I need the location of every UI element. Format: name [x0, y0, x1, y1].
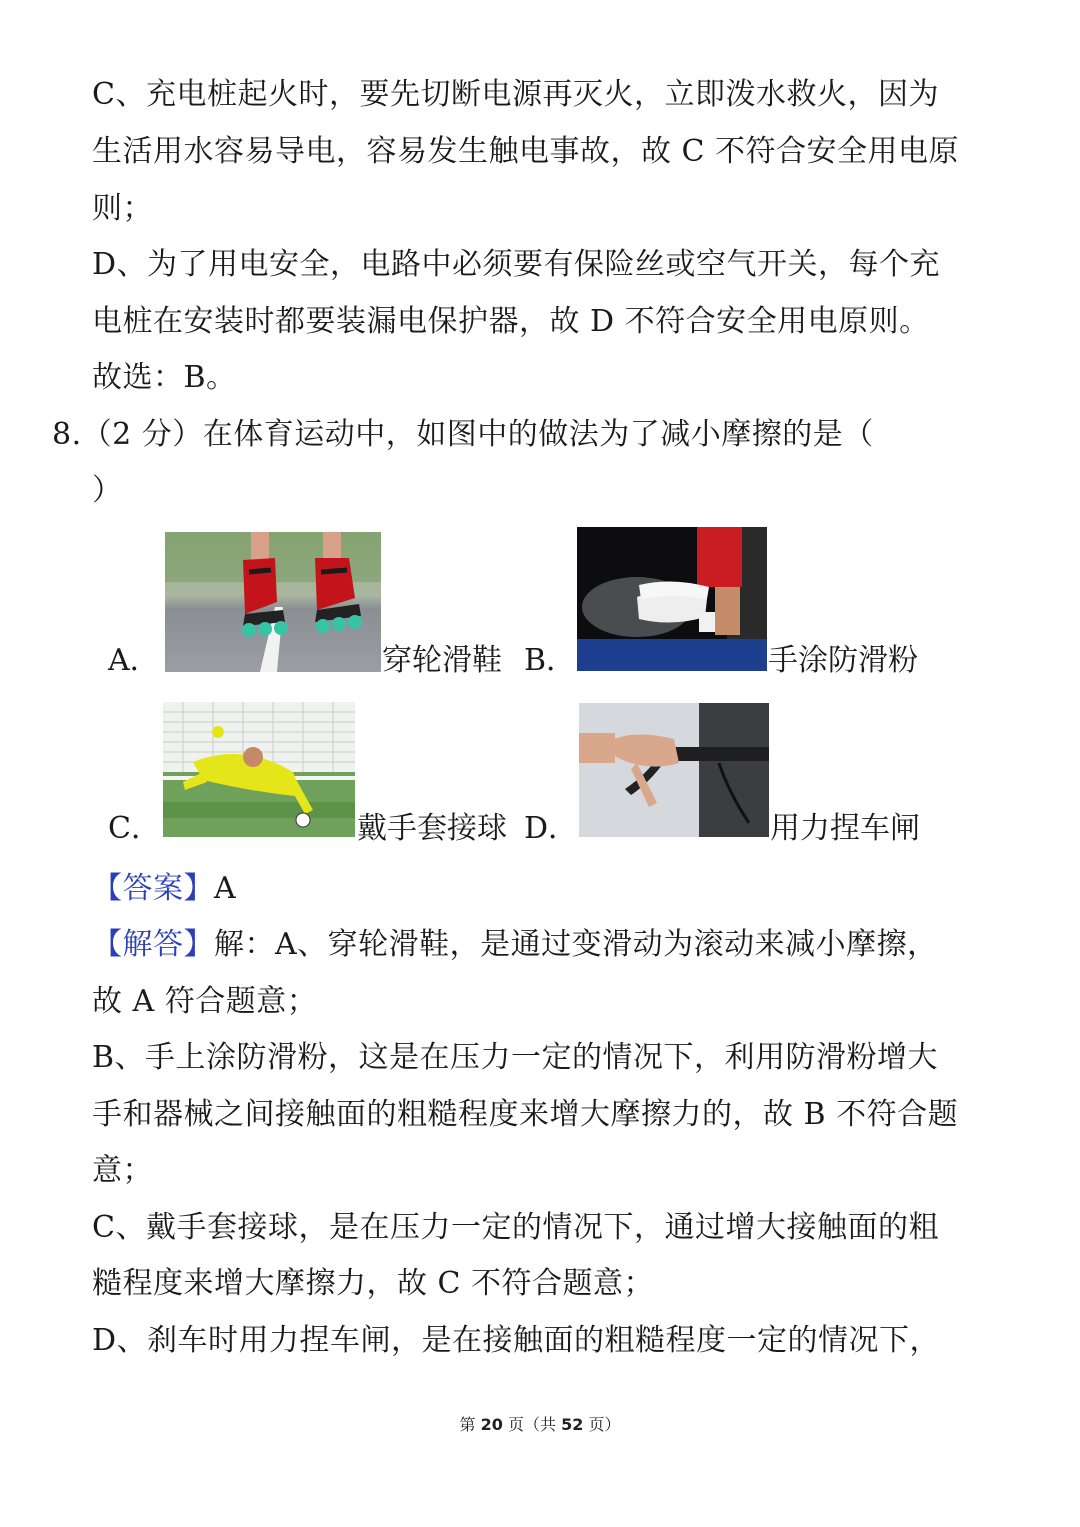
option-c-text: 戴手套接球 — [357, 811, 507, 846]
option-b-image — [577, 527, 767, 671]
solution-line — [92, 925, 938, 965]
text-line: 电桩在安装时都要装漏电保护器，故 D 不符合安全用电原则。 — [92, 304, 930, 339]
page-total: 52 — [561, 1415, 584, 1434]
text-line: 生活用水容易导电，容易发生触电事故，故 C 不符合安全用电原 — [92, 134, 960, 169]
option-a-image — [165, 532, 381, 672]
footer-prefix: 第 — [459, 1415, 476, 1434]
text-line: 意； — [92, 1153, 153, 1188]
footer-mid: 页（共 — [507, 1415, 556, 1434]
text-line: C、充电桩起火时，要先切断电源再灭火，立即泼水救火，因为 — [92, 77, 939, 112]
answer-line — [92, 869, 236, 909]
solution-tag: 【解答】 — [92, 927, 214, 962]
option-b-text: 手涂防滑粉 — [768, 643, 918, 678]
text-line: 故选：B。 — [92, 360, 237, 395]
text-line: D、刹车时用力捏车闸，是在接触面的粗糙程度一定的情况下， — [92, 1323, 941, 1358]
text-line: 糙程度来增大摩擦力，故 C 不符合题意； — [92, 1266, 655, 1301]
text-line: 故 A 符合题意； — [92, 984, 318, 1019]
text-line: 手和器械之间接触面的粗糙程度来增大摩擦力的，故 B 不符合题 — [92, 1097, 959, 1132]
option-d-label: D． — [524, 811, 579, 846]
option-b-label: B． — [524, 643, 577, 678]
footer-suffix: 页） — [588, 1415, 621, 1434]
answer-value: A — [214, 871, 237, 906]
page-footer — [0, 1412, 1080, 1435]
page-number: 20 — [480, 1415, 503, 1434]
question-stem: 8.（2 分）在体育运动中，如图中的做法为了减小摩擦的是（ — [52, 417, 874, 452]
question-stem: ） — [92, 473, 123, 508]
option-a-text: 穿轮滑鞋 — [382, 643, 502, 678]
answer-tag: 【答案】 — [92, 871, 214, 906]
option-a-label: A． — [108, 643, 160, 678]
text-line: C、戴手套接球，是在压力一定的情况下，通过增大接触面的粗 — [92, 1210, 939, 1245]
option-c-label: C． — [108, 811, 161, 846]
option-c-image — [163, 702, 355, 837]
text-line: 则； — [92, 191, 153, 226]
option-d-text: 用力捏车闸 — [770, 811, 920, 846]
solution-text: 解：A、穿轮滑鞋，是通过变滑动为滚动来减小摩擦， — [214, 927, 938, 962]
text-line: D、为了用电安全，电路中必须要有保险丝或空气开关，每个充 — [92, 247, 941, 282]
text-line: B、手上涂防滑粉，这是在压力一定的情况下，利用防滑粉增大 — [92, 1040, 939, 1075]
option-d-image — [579, 703, 769, 837]
